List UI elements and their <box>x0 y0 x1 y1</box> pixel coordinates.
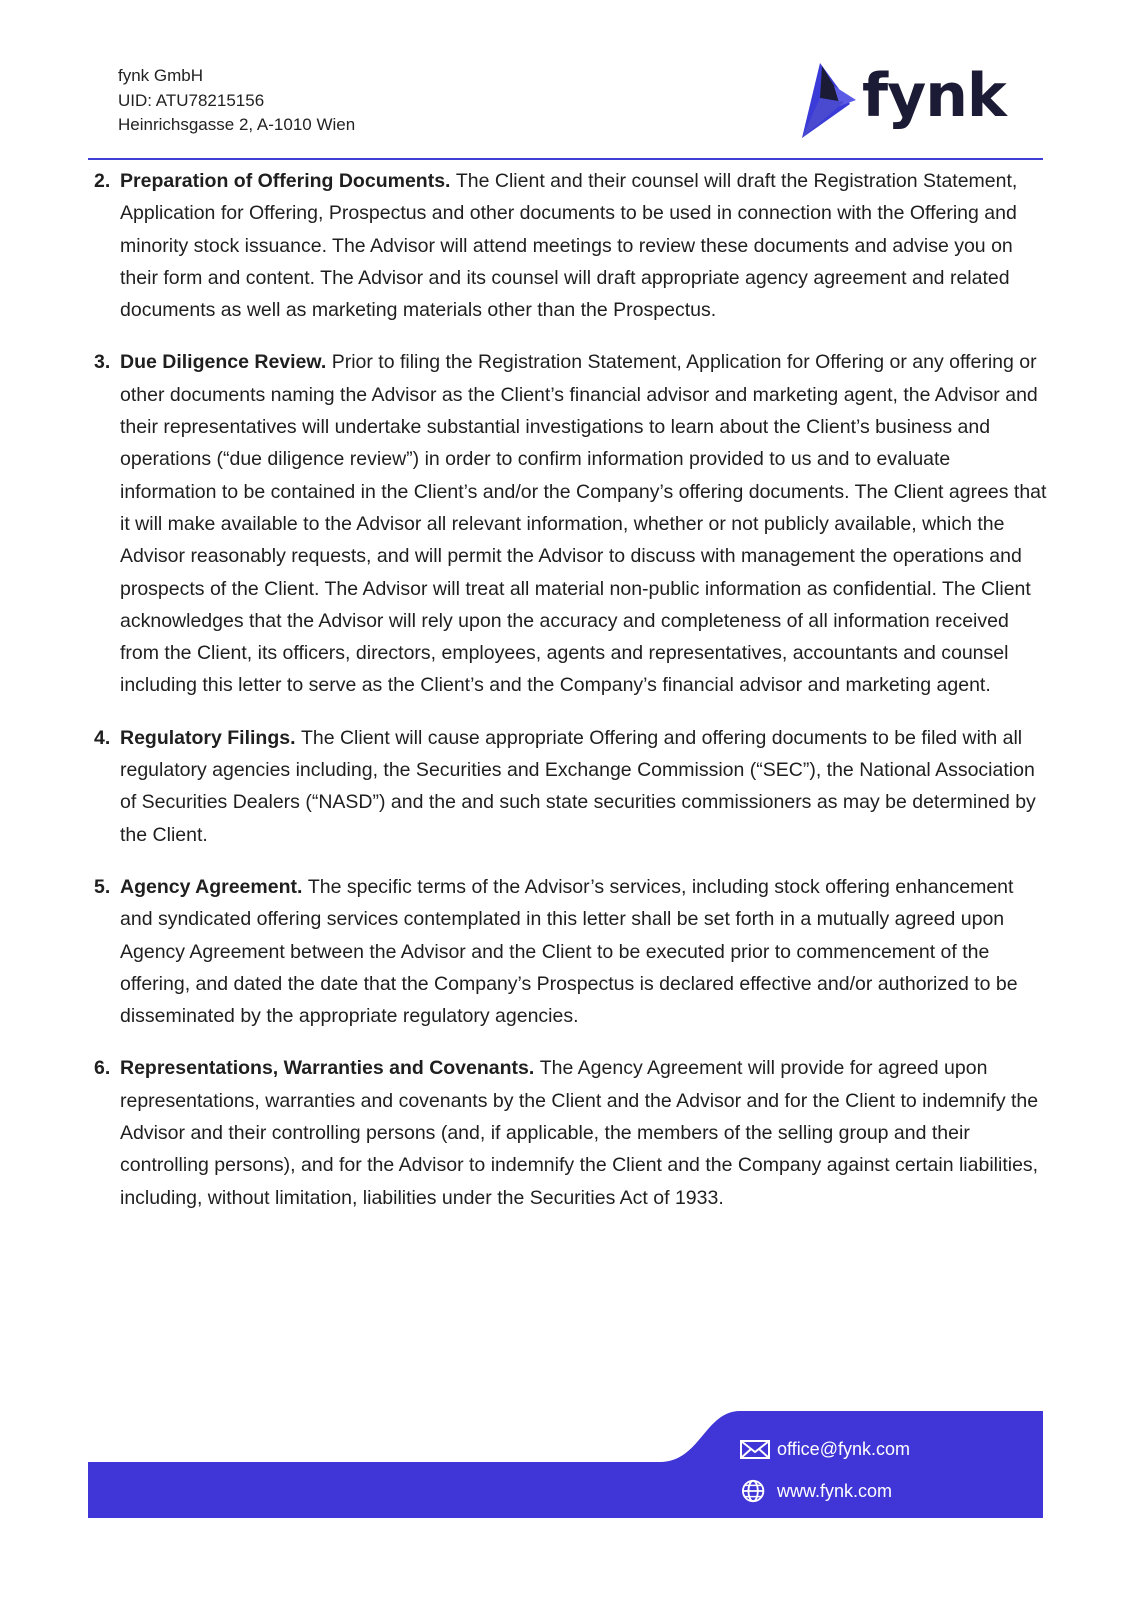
clause-number: 2. <box>94 170 111 192</box>
clause-body: The specific terms of the Advisor’s services, including stock offering enhancement and syndicated offering services contemplated in this letter shall be set forth in a mutually agreed upon Agency Agreement between the Advisor and the Client to be executed prior to commencement of the offering, and dated the date that the Company’s Prospectus is declared effective and/or authorized to be disseminated by the appropriate regulatory agencies. <box>120 875 1018 1028</box>
footer-website-text[interactable]: www.fynk.com <box>777 1480 893 1501</box>
footer-contact <box>739 1428 910 1512</box>
clause-number: 6. <box>94 1057 111 1080</box>
company-address: Heinrichsgasse 2, A-1010 Wien <box>118 115 356 134</box>
clause-body: The Agency Agreement will provide for agreed upon representations, warranties and covenants by the Client and the Advisor and for the Client to indemnify the Advisor and their controlling persons (and, if applicable, the members of the selling group and their controlling persons), and for the Advisor to indemnify the Client and the Company against certain liabilities, including, without limitation, liabilities under the Securities Act of 1933. <box>120 1057 1039 1209</box>
globe-icon <box>739 1478 771 1504</box>
clause-heading: Regulatory Filings. <box>120 726 301 749</box>
clause-heading: Agency Agreement. <box>120 875 308 898</box>
clause-number: 4. <box>94 726 111 749</box>
footer-email-text[interactable]: office@fynk.com <box>777 1438 910 1459</box>
clause-heading: Due Diligence Review. <box>120 351 332 374</box>
clause-body: The Client will cause appropriate Offering and offering documents to be filed with all regulatory agencies including, the Securities and Exchange Commission (“SEC”), the National Association of Securities Dealers (“NASD”) and the and such state securities commissioners as may be determined by the Client. <box>120 726 1036 846</box>
company-name: fynk GmbH <box>118 66 204 85</box>
footer-website[interactable] <box>739 1470 910 1512</box>
company-uid: UID: ATU78215156 <box>118 90 265 110</box>
clause-number: 3. <box>94 351 111 374</box>
clause-number: 5. <box>94 875 111 898</box>
clause-heading: Representations, Warranties and Covenants. <box>120 1057 540 1080</box>
envelope-icon <box>739 1436 771 1462</box>
footer-email[interactable] <box>739 1428 910 1470</box>
clause-body: Prior to filing the Registration Statement, Application for Offering or any offering or other documents naming the Advisor as the Client’s financial advisor and marketing agent, the Advisor and their representatives will undertake substantial investigations to learn about the Client’s business and operations (“due diligence review”) in order to confirm information provided to us and to evaluate information to be contained in the Client’s and/or the Company’s offering documents. The Client agrees that it will make available to the Advisor all relevant information, whether or not publicly available, which the Advisor reasonably requests, and will permit the Advisor to discuss with management the operations and prospects of the Client. The Advisor will treat all material non-public information as confidential. The Client acknowledges that the Advisor will rely upon the accuracy and completeness of all information received from the Client, its officers, directors, employees, agents and representatives, accountants and counsel including this letter to serve as the Client’s and the Company’s financial advisor and marketing agent. <box>120 351 1047 697</box>
clause-body: The Client and their counsel will draft the Registration Statement, Application for Offering, Prospectus and other documents to be used in connection with the Offering and minority stock issuance. The Advisor will attend meetings to review these documents and advise you on their form and content. The Advisor and its counsel will draft appropriate agency agreement and related documents as well as marketing materials other than the Prospectus. <box>120 170 1018 322</box>
logo-wordmark: fynk <box>862 61 1006 131</box>
clause-heading: Preparation of Offering Documents. <box>120 170 456 192</box>
